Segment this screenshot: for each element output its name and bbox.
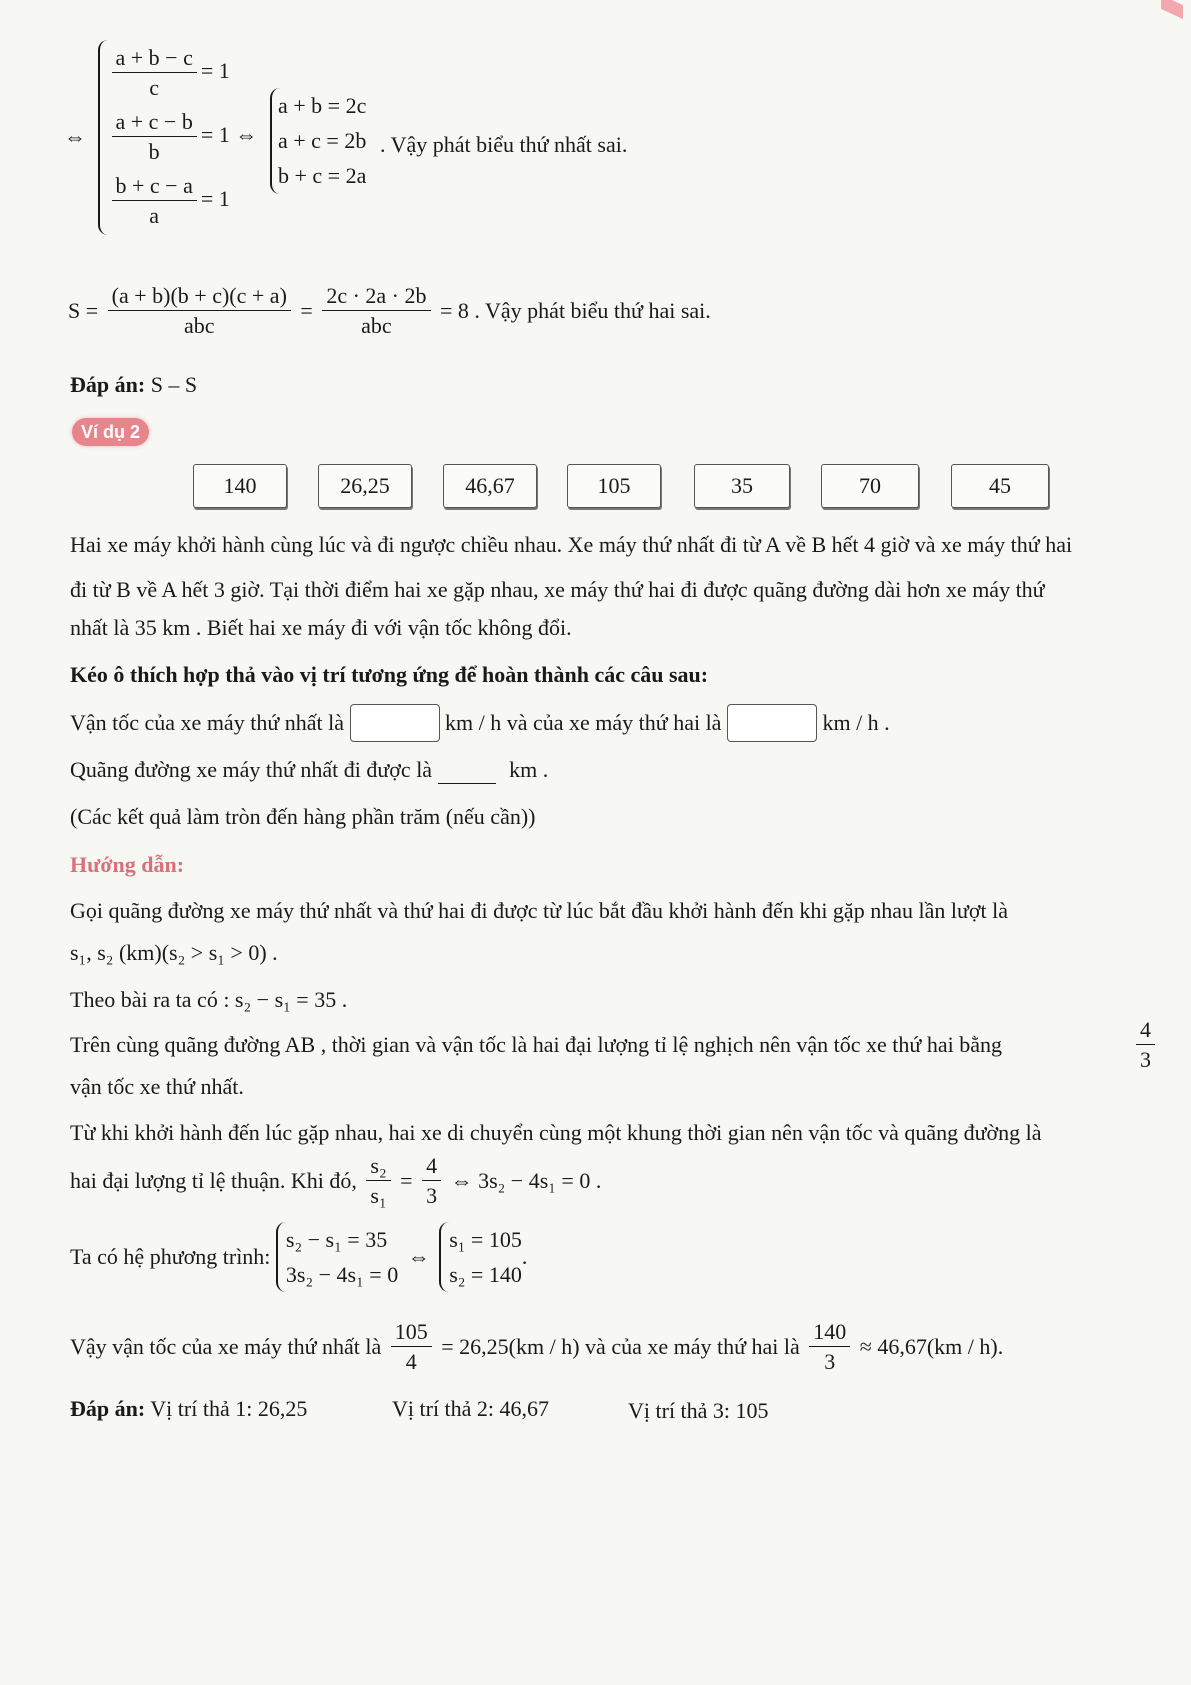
example-tag: Ví dụ 2 xyxy=(72,418,149,446)
drop-slot-3[interactable] xyxy=(438,757,496,784)
drag-chip-105[interactable]: 105 xyxy=(567,464,661,508)
system2-brace: s₂ − s₁ = 35 3s₂ − 4s₁ = 0 xyxy=(276,1222,398,1292)
speed1-frac: $\frac{105}{4}$ xyxy=(391,1318,432,1376)
equation-system-1-result xyxy=(270,88,366,194)
question-2: Quãng đường xe máy thứ nhất đi được là km . xyxy=(70,757,549,782)
drag-chip-45[interactable]: 45 xyxy=(951,464,1049,508)
guide-title: Hướng dẫn: xyxy=(70,852,185,877)
result-brace: a + b = 2c a + c = 2b b + c = 2a xyxy=(270,88,366,194)
system1-frac-1: $\frac{a + b - c}{c}$ xyxy=(112,44,197,102)
guide-line-3: Theo bài ra ta có : s₂ − s₁ = 35 . xyxy=(70,987,348,1012)
guide-line-7: hai đại lượng tỉ lệ thuận. Khi đó, $\frac{\text{s₂}}{\text{s₁}}$ = $\frac{4}{3}$ ⇔ 3s₂ − 4s₁ = 0 . xyxy=(70,1152,601,1210)
final-answer-3: Vị trí thả 3: 105 xyxy=(628,1398,769,1423)
guide-frac-4-3: $\frac{4}{3}$ xyxy=(1136,1016,1155,1074)
drop-slot-1[interactable] xyxy=(350,704,440,742)
drag-chip-70[interactable]: 70 xyxy=(821,464,919,508)
guide-line-6: Từ khi khởi hành đến lúc gặp nhau, hai xe di chuyển cùng một khung thời gian nên vận tốc và quãng đường là xyxy=(70,1120,1042,1145)
rounding-note: (Các kết quả làm tròn đến hàng phần trăm (nếu cần)) xyxy=(70,804,536,829)
drag-chip-140[interactable]: 140 xyxy=(193,464,287,508)
system1-brace: $\frac{a + b - c}{c}$ = 1 $\frac{a + c - b}{b}$ = 1 ⇔ $\frac{b + c - a}{a}$ = 1 xyxy=(98,40,258,235)
answer-1: Đáp án: S – S xyxy=(70,372,198,397)
speed2-frac: $\frac{140}{3}$ xyxy=(809,1318,850,1376)
final-answer: Đáp án: Vị trí thả 1: 26,25 xyxy=(70,1396,308,1421)
ratio-frac: $\frac{\text{s₂}}{\text{s₁}}$ xyxy=(366,1152,390,1210)
problem-line-3: nhất là 35 km . Biết hai xe máy đi với vận tốc không đổi. xyxy=(70,615,572,640)
drag-chip-46-67[interactable]: 46,67 xyxy=(443,464,537,508)
system3-brace: s₁ = 105 s₂ = 140 xyxy=(439,1222,522,1292)
product-frac-2: $\frac{2c \cdot 2a \cdot 2b}{\text{abc}}$ xyxy=(322,282,430,340)
guide-line-2: s₁, s₂ (km)(s₂ > s₁ > 0) . xyxy=(70,940,278,965)
final-answer-2: Vị trí thả 2: 46,67 xyxy=(392,1396,550,1421)
iff-symbol: ⇔ xyxy=(64,124,86,150)
guide-line-8: Ta có hệ phương trình: s₂ − s₁ = 35 3s₂ − 4s₁ = 0 ⇔ s₁ = 105 s₂ = 140 . xyxy=(70,1222,527,1292)
guide-line-4: Trên cùng quãng đường AB , thời gian và vận tốc là hai đại lượng tỉ lệ nghịch nên vận tốc xe thứ hai bằng xyxy=(70,1032,1002,1057)
drag-chip-35[interactable]: 35 xyxy=(694,464,790,508)
problem-line-1: Hai xe máy khởi hành cùng lúc và đi ngược chiều nhau. Xe máy thứ nhất đi từ A về B hết 4 giờ và xe máy thứ hai xyxy=(70,532,1073,557)
instruction: Kéo ô thích hợp thả vào vị trí tương ứng để hoàn thành các câu sau: xyxy=(70,662,709,687)
ratio-frac-4-3: $\frac{4}{3}$ xyxy=(422,1152,441,1210)
drag-chip-26-25[interactable]: 26,25 xyxy=(318,464,412,508)
product-equation: S = $\frac{(a + b)(b + c)(c + a)}{\text{abc}}$ = $\frac{2c \cdot 2a \cdot 2b}{\text{abc}}$ = 8 . Vậy phát biểu thứ hai sai. xyxy=(68,282,711,340)
product-frac-1: $\frac{(a + b)(b + c)(c + a)}{\text{abc}}$ xyxy=(108,282,291,340)
system1-frac-2: $\frac{a + c - b}{b}$ xyxy=(112,108,197,166)
question-1: Vận tốc của xe máy thứ nhất là km / h và của xe máy thứ hai là km / h . xyxy=(70,704,890,742)
guide-line-5: vận tốc xe thứ nhất. xyxy=(70,1074,244,1099)
guide-line-9: Vậy vận tốc của xe máy thứ nhất là $\frac{105}{4}$ = 26,25(km / h) và của xe máy thứ hai là $\frac{140}{3}$ ≈ 46,67(km / h). xyxy=(70,1318,1003,1376)
system1-frac-3: $\frac{b + c - a}{a}$ xyxy=(112,172,197,230)
conclusion-1: . Vậy phát biểu thứ nhất sai. xyxy=(380,132,628,157)
equation-system-1 xyxy=(64,40,257,235)
drop-slot-2[interactable] xyxy=(727,704,817,742)
guide-line-1: Gọi quãng đường xe máy thứ nhất và thứ hai đi được từ lúc bắt đầu khởi hành đến khi gặp nhau lần lượt là xyxy=(70,898,1008,923)
page-corner-mark xyxy=(1161,0,1183,19)
problem-line-2: đi từ B về A hết 3 giờ. Tại thời điểm hai xe gặp nhau, xe máy thứ hai đi được quãng đường dài hơn xe máy thứ xyxy=(70,577,1045,602)
